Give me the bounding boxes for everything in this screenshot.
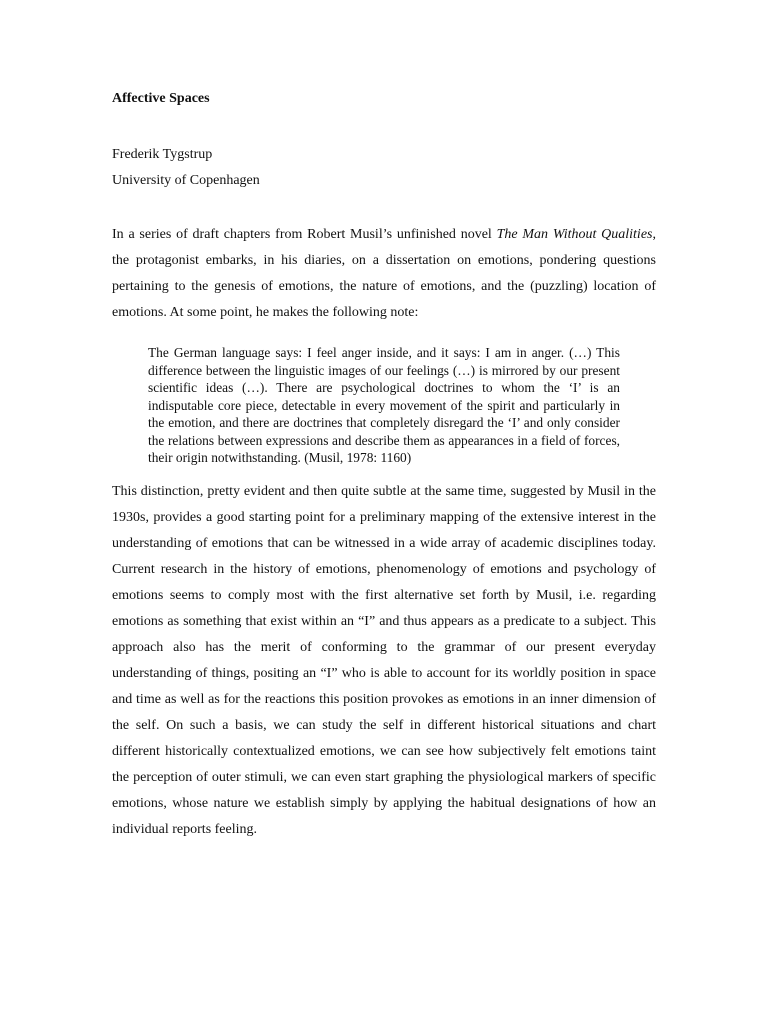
body-paragraph: This distinction, pretty evident and then quite subtle at the same time, suggested by Musil in the 1930s, provides a good starting point for a preliminary mapping of the extensive interest in the understanding of emotions that can be witnessed in a wide array of academic disciplines today. Current research in the history of emotions, phenomenology of emotions and psychology of emotions seems to comply most with the first alternative set forth by Musil, i.e. regarding emotions as something that exist within an “I” and thus appears as a predicate to a subject. This approach also has the merit of conforming to the grammar of our present everyday understanding of things, positing an “I” who is able to account for its worldly position in space and time as well as for the reactions this position provokes as emotions in an inner dimension of the self. On such a basis, we can study the self in different historical situations and chart different historically contextualized emotions, we can see how subjectively felt emotions taint the perception of outer stimuli, we can even start graphing the physiological markers of specific emotions, whose nature we establish simply by applying the habitual designations of how an individual reports feeling. — [112, 483, 656, 837]
document-page — [112, 84, 656, 843]
book-title: The Man Without Qualities — [496, 227, 653, 242]
intro-text-after: , the protagonist embarks, in his diaries, on a dissertation on emotions, pondering questions pertaining to the genesis of emotions, the nature of emotions, and the (puzzling) location of emotions. At some point, he makes the following note: — [112, 227, 656, 320]
author-name: Frederik Tygstrup — [112, 147, 213, 162]
author-affiliation: University of Copenhagen — [112, 173, 260, 188]
author-block — [112, 142, 656, 194]
intro-text-before: In a series of draft chapters from Robert Musil’s unfinished novel — [112, 227, 497, 242]
intro-paragraph — [112, 222, 656, 326]
document-title: Affective Spaces — [112, 91, 210, 106]
block-quote: The German language says: I feel anger inside, and it says: I am in anger. (…) This difference between the linguistic images of our feelings (…) is mirrored by our present scientific ideas (…). There are psychological doctrines to whom the ‘I’ is an indisputable core piece, detectable in every movement of the spirit and particularly in the emotion, and there are doctrines that completely disregard the ‘I’ and only consider the relations between expressions and describe them as appearances in a field of forces, their origin notwithstanding. (Musil, 1978: 1160) — [148, 345, 620, 465]
